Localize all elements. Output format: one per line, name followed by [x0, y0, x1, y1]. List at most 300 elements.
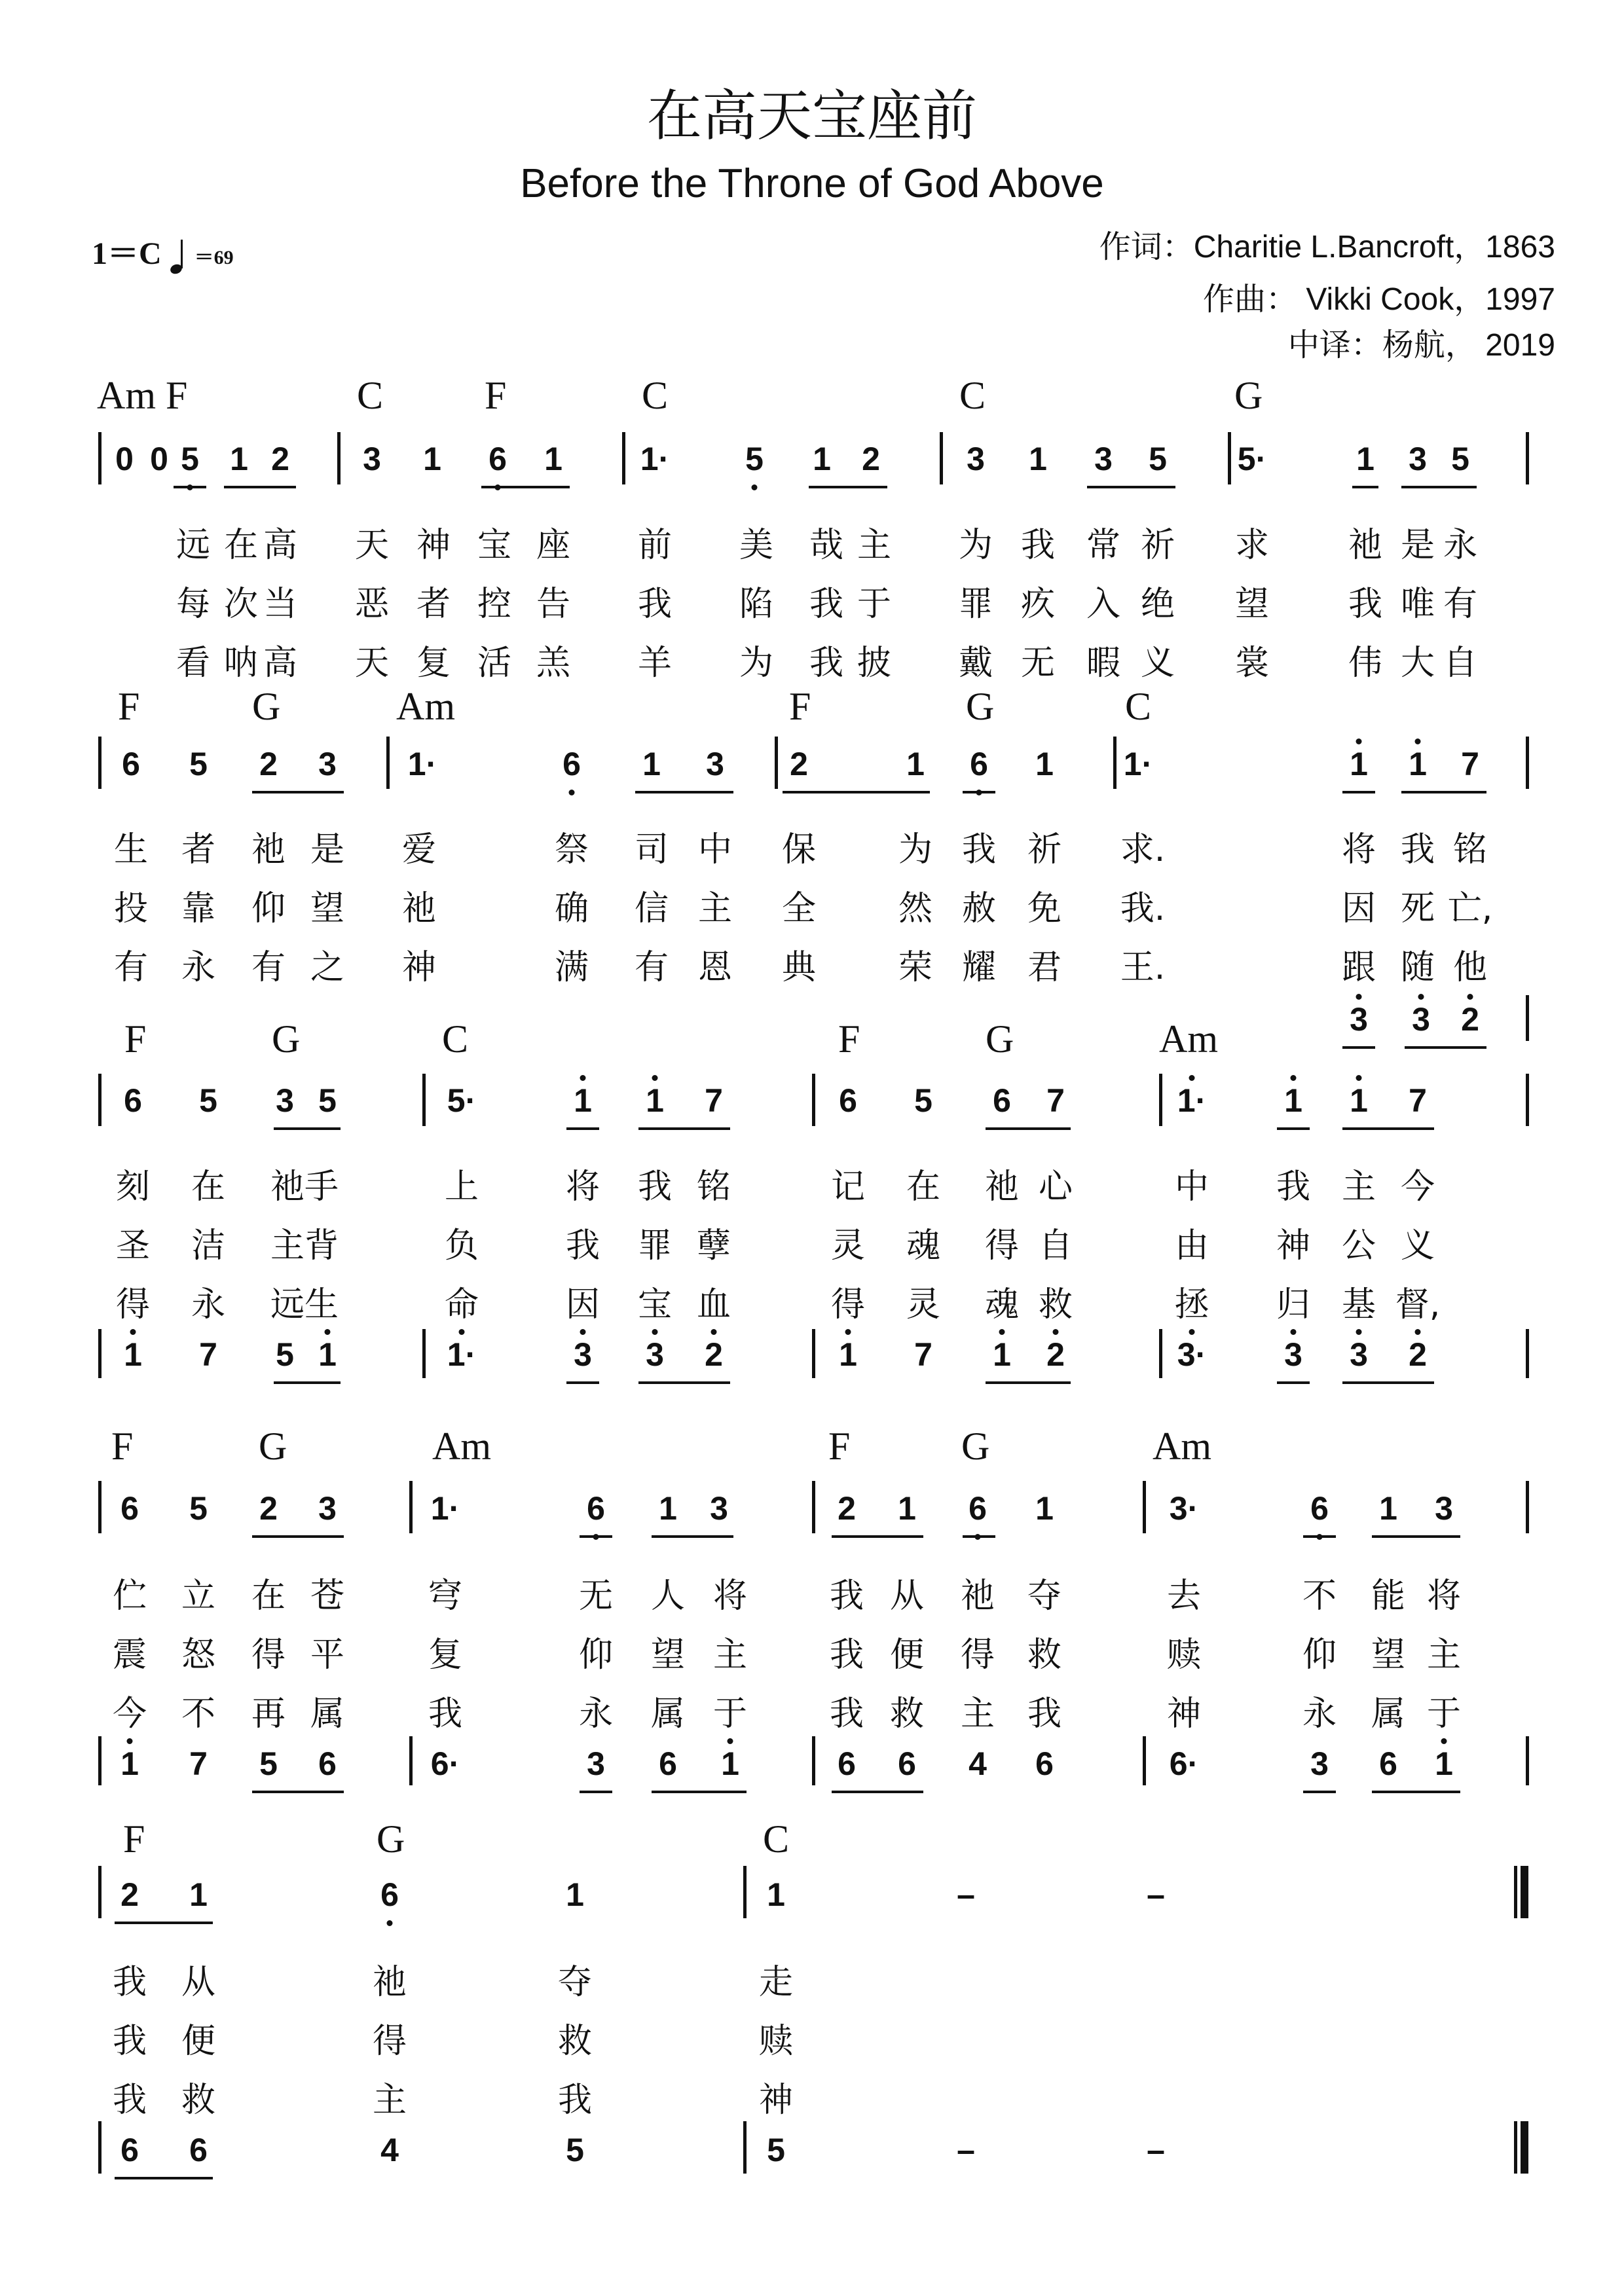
lyric-syllable: 望: [1234, 585, 1270, 624]
chord-symbol: F: [789, 685, 811, 728]
lyric-syllable: 震: [112, 1635, 147, 1675]
lyric-syllable: 救: [889, 1694, 925, 1734]
lyric-syllable: 属: [1371, 1694, 1406, 1734]
octave-dot-above: [1415, 738, 1421, 744]
lyric-syllable: 常: [1086, 526, 1121, 565]
lyric-syllable: 望: [650, 1635, 686, 1675]
tempo-marking: ＝69: [194, 247, 234, 268]
lyric-syllable: 洁: [191, 1226, 226, 1266]
beam-underline: [1303, 1791, 1336, 1793]
lyric-syllable: 无: [1020, 644, 1056, 683]
lyric-syllable: 灵: [906, 1285, 941, 1324]
lyric-syllable: 主背: [270, 1226, 339, 1266]
lyric-syllable: 者: [181, 830, 216, 869]
jianpu-note: –: [957, 1876, 975, 1913]
lyric-syllable: 告: [536, 585, 571, 624]
octave-dot-above: [1467, 994, 1473, 1000]
beam-underline: [566, 1127, 599, 1130]
lyric-syllable: 从: [181, 1963, 216, 2002]
lyric-syllable: 心: [1038, 1167, 1073, 1207]
lyric-syllable: 为: [739, 644, 774, 683]
lyric-syllable: 平: [310, 1635, 345, 1675]
chord-symbol: C: [763, 1817, 790, 1861]
lyric-syllable: 灵: [830, 1226, 866, 1266]
lyric-syllable: 自: [1443, 644, 1478, 683]
lyric-syllable: 我: [829, 1635, 864, 1675]
barline: [1143, 1481, 1146, 1533]
lyric-syllable: 将: [1426, 1576, 1462, 1616]
octave-dot-above: [1356, 1329, 1362, 1335]
jianpu-note: 6·: [1169, 1745, 1199, 1782]
lyric-syllable: 羔: [536, 644, 571, 683]
beam-underline: [1277, 1381, 1310, 1384]
lyric-syllable: 求: [1234, 526, 1270, 565]
lyric-syllable: 神: [758, 2081, 794, 2120]
jianpu-note: 1: [1409, 746, 1427, 782]
barline: [1143, 1736, 1146, 1785]
octave-dot-above: [580, 1075, 586, 1081]
lyric-syllable: 去: [1166, 1576, 1202, 1616]
octave-dot-above: [728, 1738, 733, 1744]
lyric-syllable: 信: [634, 889, 669, 928]
barline: [622, 432, 625, 484]
jianpu-note: 1: [1284, 1082, 1302, 1119]
beam-underline: [638, 1127, 730, 1130]
lyric-syllable: 哉: [809, 526, 844, 565]
lyric-syllable: 披: [857, 644, 892, 683]
jianpu-note: 6: [489, 441, 507, 477]
lyric-syllable: 主: [960, 1694, 995, 1734]
chord-symbol: G: [252, 685, 281, 728]
octave-dot-above: [130, 1329, 136, 1335]
lyric-syllable: 血: [696, 1285, 731, 1324]
jianpu-note: 5·: [447, 1082, 477, 1119]
lyric-syllable: 刻: [115, 1167, 151, 1207]
jianpu-note: 1: [642, 746, 661, 782]
lyric-syllable: 座: [536, 526, 571, 565]
lyric-syllable: 永: [181, 948, 216, 987]
jianpu-note: 6: [1035, 1745, 1054, 1782]
jianpu-note: 2: [120, 1876, 139, 1913]
jianpu-note: 7: [705, 1082, 723, 1119]
barline: [1526, 1074, 1529, 1126]
lyric-syllable: 赦: [961, 889, 997, 928]
chord-symbol: Am: [396, 685, 455, 728]
lyric-syllable: 救: [557, 2022, 593, 2061]
final-barline-thin: [1514, 1866, 1517, 1918]
jianpu-note: 1·: [447, 1336, 477, 1373]
lyric-syllable: 远生: [270, 1285, 339, 1324]
beam-underline: [224, 486, 296, 488]
jianpu-note: 7: [1461, 746, 1479, 782]
lyric-syllable: 魂: [984, 1285, 1020, 1324]
lyric-syllable: 宝: [477, 526, 512, 565]
lyric-syllable: 得: [251, 1635, 286, 1675]
lyric-syllable: 能: [1371, 1576, 1406, 1616]
lyricist-credit: 作词：Charitie L.Bancroft，1863: [1099, 230, 1555, 264]
lyric-syllable: 不: [1302, 1576, 1337, 1616]
lyric-syllable: 中: [697, 830, 733, 869]
jianpu-note: 6: [122, 746, 140, 782]
barline: [98, 1736, 101, 1785]
lyric-syllable: 疚: [1020, 585, 1056, 624]
jianpu-note: 4: [380, 2132, 399, 2168]
octave-dot-above: [1189, 1329, 1195, 1335]
lyric-syllable: 恶: [354, 585, 390, 624]
lyric-syllable: 我: [1348, 585, 1383, 624]
beam-underline: [638, 1381, 730, 1384]
jianpu-note: 1: [1029, 441, 1047, 477]
chord-symbol: F: [124, 1017, 147, 1061]
barline: [1526, 432, 1529, 484]
octave-dot-above: [1053, 1329, 1059, 1335]
chord-symbol: C: [442, 1017, 469, 1061]
barline: [1526, 1481, 1529, 1533]
lyric-syllable: 天: [354, 526, 390, 565]
lyric-syllable: 便: [181, 2022, 216, 2061]
lyric-syllable: 得: [830, 1285, 866, 1324]
lyric-syllable: 立: [181, 1576, 216, 1616]
jianpu-note: 2: [862, 441, 880, 477]
jianpu-note: 2: [790, 746, 808, 782]
lyric-syllable: 因: [565, 1285, 600, 1324]
jianpu-note: 3: [1094, 441, 1113, 477]
lyric-syllable: 有: [113, 948, 149, 987]
lyric-syllable: 无: [578, 1576, 614, 1616]
lyric-syllable: 祈: [1140, 526, 1175, 565]
jianpu-note: 1: [1356, 441, 1375, 477]
jianpu-note: 3: [967, 441, 985, 477]
jianpu-note: 5: [566, 2132, 584, 2168]
jianpu-note: 1: [423, 441, 441, 477]
lyric-syllable: 主: [1426, 1635, 1462, 1675]
lyric-syllable: 裳: [1234, 644, 1270, 683]
jianpu-note: 6: [380, 1876, 399, 1913]
lyric-syllable: 望: [310, 889, 345, 928]
jianpu-note: 6·: [430, 1745, 460, 1782]
lyric-syllable: 当: [263, 585, 298, 624]
barline: [409, 1481, 413, 1533]
lyric-syllable: 夺: [557, 1963, 593, 2002]
jianpu-note: 1: [120, 1745, 139, 1782]
jianpu-note: 1: [906, 746, 925, 782]
jianpu-note: 5: [745, 441, 764, 477]
jianpu-note: 6: [659, 1745, 677, 1782]
beam-underline: [1303, 1535, 1336, 1538]
lyric-syllable: 得: [115, 1285, 151, 1324]
jianpu-note: 2: [1409, 1336, 1427, 1373]
jianpu-note: 1·: [1177, 1082, 1207, 1119]
lyric-syllable: 永: [578, 1694, 614, 1734]
lyric-syllable: 者: [416, 585, 451, 624]
jianpu-note: 3: [706, 746, 724, 782]
barline: [98, 2121, 101, 2174]
octave-dot-above: [1356, 994, 1362, 1000]
lyric-syllable: 救: [181, 2081, 216, 2120]
jianpu-note: 2: [271, 441, 289, 477]
jianpu-note: 1: [1035, 1490, 1054, 1527]
beam-underline: [1372, 1535, 1460, 1538]
lyric-syllable: 有: [251, 948, 286, 987]
jianpu-note: 1: [646, 1082, 664, 1119]
chord-symbol: Am: [1153, 1425, 1211, 1468]
beam-underline: [481, 486, 570, 488]
beam-underline: [652, 1535, 733, 1538]
beam-underline: [783, 791, 930, 793]
jianpu-note: 6: [563, 746, 581, 782]
lyric-syllable: 羊: [637, 644, 673, 683]
jianpu-note: 1·: [1123, 746, 1153, 782]
jianpu-note: 6: [1379, 1745, 1397, 1782]
chord-symbol: Am F: [97, 374, 188, 417]
barline: [1228, 432, 1231, 484]
chord-symbol: Am: [432, 1425, 491, 1468]
chord-symbol: F: [485, 374, 507, 417]
beam-underline: [1401, 486, 1477, 488]
barline: [1159, 1074, 1162, 1126]
jianpu-note: 1: [124, 1336, 142, 1373]
lyric-syllable: 于: [1426, 1694, 1462, 1734]
lyric-syllable: 我: [1400, 830, 1435, 869]
lyric-syllable: 耀: [961, 948, 997, 987]
barline: [422, 1074, 426, 1126]
jianpu-note: 5: [318, 1082, 337, 1119]
lyric-syllable: 永: [191, 1285, 226, 1324]
lyric-syllable: 祂: [960, 1576, 995, 1616]
jianpu-note: 3: [1409, 441, 1427, 477]
jianpu-note: 4: [969, 1745, 987, 1782]
jianpu-note: 6: [898, 1745, 916, 1782]
lyric-syllable: 复: [416, 644, 451, 683]
beam-underline: [986, 1127, 1071, 1130]
beam-underline: [274, 1381, 341, 1384]
lyric-syllable: 王.: [1120, 948, 1166, 987]
beam-underline: [580, 1535, 612, 1538]
lyric-syllable: 负: [444, 1226, 479, 1266]
song-title: 在高天宝座前: [646, 84, 977, 148]
jianpu-note: 2: [259, 1490, 278, 1527]
octave-dot-above: [1189, 1075, 1195, 1081]
jianpu-note: 1: [1435, 1745, 1453, 1782]
lyric-syllable: 神: [1276, 1226, 1311, 1266]
barline: [386, 737, 390, 789]
jianpu-note: 5: [767, 2132, 785, 2168]
lyric-syllable: 我: [112, 1963, 147, 2002]
barline: [940, 432, 943, 484]
lyric-syllable: 人: [650, 1576, 686, 1616]
jianpu-note: 3: [1435, 1490, 1453, 1527]
lyric-syllable: 得: [372, 2022, 407, 2061]
jianpu-note: 3: [1284, 1336, 1302, 1373]
lyric-syllable: 祂手: [270, 1167, 339, 1207]
lyric-syllable: 仰: [251, 889, 286, 928]
lyric-syllable: 自: [1038, 1226, 1073, 1266]
jianpu-note: 5: [189, 1490, 208, 1527]
lyric-syllable: 义: [1140, 644, 1175, 683]
beam-underline: [1087, 486, 1175, 488]
beam-underline: [252, 791, 344, 793]
beam-underline: [1342, 1381, 1434, 1384]
jianpu-note: 1·: [430, 1490, 460, 1527]
lyric-syllable: 我: [637, 585, 673, 624]
beam-underline: [252, 1791, 344, 1793]
final-barline-thick: [1521, 1866, 1528, 1918]
beam-underline: [1401, 791, 1486, 793]
jianpu-note: 1: [189, 1876, 208, 1913]
lyric-syllable: 恩: [697, 948, 733, 987]
lyric-syllable: 跟: [1341, 948, 1376, 987]
jianpu-note: 3: [1350, 1001, 1368, 1038]
chord-symbol: C: [1125, 685, 1152, 728]
lyric-syllable: 拯: [1174, 1285, 1209, 1324]
lyric-syllable: 督,: [1395, 1285, 1441, 1324]
lyric-syllable: 确: [554, 889, 589, 928]
lyric-syllable: 孽: [696, 1226, 731, 1266]
chord-symbol: F: [838, 1017, 860, 1061]
lyric-syllable: 大: [1400, 644, 1435, 683]
octave-dot-above: [1356, 738, 1362, 744]
song-subtitle: Before the Throne of God Above: [520, 161, 1104, 206]
lyric-syllable: 今: [1400, 1167, 1435, 1207]
octave-dot-above: [580, 1329, 586, 1335]
barline: [98, 1866, 101, 1918]
lyric-syllable: 永: [1443, 526, 1478, 565]
jianpu-note: 2: [838, 1490, 856, 1527]
lyric-syllable: 望: [1371, 1635, 1406, 1675]
beam-underline: [174, 486, 206, 488]
beam-underline: [1342, 1046, 1375, 1049]
lyric-syllable: 祈: [1027, 830, 1062, 869]
lyric-syllable: 亡,: [1447, 889, 1493, 928]
jianpu-note: 6: [839, 1082, 857, 1119]
lyric-syllable: 戴: [958, 644, 993, 683]
lyric-syllable: 看: [175, 644, 211, 683]
jianpu-note: 5: [276, 1336, 294, 1373]
lyric-syllable: 神: [416, 526, 451, 565]
lyric-syllable: 祂: [372, 1963, 407, 2002]
lyric-syllable: 祂: [984, 1167, 1020, 1207]
beam-underline: [1342, 1127, 1434, 1130]
jianpu-note: 0: [150, 441, 168, 477]
lyric-syllable: 不: [181, 1694, 216, 1734]
lyric-syllable: 陷: [739, 585, 774, 624]
lyric-syllable: 他: [1452, 948, 1488, 987]
lyric-syllable: 永: [1302, 1694, 1337, 1734]
jianpu-note: 3: [1350, 1336, 1368, 1373]
lyric-syllable: 铭: [1452, 830, 1488, 869]
lyric-syllable: 生: [113, 830, 149, 869]
lyric-syllable: 我: [809, 644, 844, 683]
lyric-syllable: 圣: [115, 1226, 151, 1266]
barline: [422, 1329, 426, 1378]
barline: [1159, 1329, 1162, 1378]
jianpu-note: 1: [898, 1490, 916, 1527]
octave-dot-above: [652, 1329, 658, 1335]
barline: [1526, 995, 1529, 1041]
lyric-syllable: 投: [113, 889, 149, 928]
octave-dot-above: [999, 1329, 1005, 1335]
lyric-syllable: 我: [1027, 1694, 1062, 1734]
jianpu-note: 1: [767, 1876, 785, 1913]
jianpu-note: 5: [199, 1082, 217, 1119]
chord-symbol: G: [259, 1425, 287, 1468]
lyric-syllable: 魂: [906, 1226, 941, 1266]
jianpu-note: 3: [318, 1490, 337, 1527]
beam-underline: [1405, 1046, 1486, 1049]
lyric-syllable: 赎: [1166, 1635, 1202, 1675]
beam-underline: [115, 2177, 213, 2179]
chord-symbol: C: [642, 374, 669, 417]
lyric-syllable: 祭: [554, 830, 589, 869]
lyric-syllable: 我: [1276, 1167, 1311, 1207]
lyric-syllable: 我: [428, 1694, 463, 1734]
beam-underline: [832, 1535, 923, 1538]
jianpu-note: 2: [1046, 1336, 1065, 1373]
lyric-syllable: 将: [1341, 830, 1376, 869]
jianpu-note: 3: [1412, 1001, 1430, 1038]
lyric-syllable: 记: [830, 1167, 866, 1207]
barline: [98, 1329, 101, 1378]
jianpu-note: 3·: [1169, 1490, 1199, 1527]
jianpu-note: 6: [993, 1082, 1011, 1119]
final-barline-thick: [1521, 2121, 1528, 2174]
barline: [775, 737, 778, 789]
lyric-syllable: 我: [565, 1226, 600, 1266]
lyric-syllable: 主: [1341, 1167, 1376, 1207]
lyric-syllable: 怒: [181, 1635, 216, 1675]
octave-dot-above: [711, 1329, 717, 1335]
lyric-syllable: 我: [829, 1576, 864, 1616]
jianpu-note: 6: [318, 1745, 337, 1782]
lyric-syllable: 在: [906, 1167, 941, 1207]
octave-dot-below: [387, 1920, 393, 1926]
octave-dot-above: [652, 1075, 658, 1081]
jianpu-note: 3: [587, 1745, 605, 1782]
lyric-syllable: 有: [634, 948, 669, 987]
jianpu-note: 3: [710, 1490, 728, 1527]
lyric-syllable: 然: [898, 889, 933, 928]
jianpu-note: 5·: [1237, 441, 1267, 477]
lyric-syllable: 祂: [401, 889, 437, 928]
beam-underline: [652, 1791, 747, 1793]
lyric-syllable: 爱: [401, 830, 437, 869]
lyric-syllable: 罪: [958, 585, 993, 624]
lyric-syllable: 随: [1400, 948, 1435, 987]
jianpu-note: 1: [1350, 1082, 1368, 1119]
jianpu-note: 1: [574, 1082, 592, 1119]
jianpu-note: 6: [838, 1745, 856, 1782]
lyric-syllable: 将: [712, 1576, 748, 1616]
barline: [337, 432, 341, 484]
jianpu-note: 2: [259, 746, 278, 782]
lyric-syllable: 得: [984, 1226, 1020, 1266]
octave-dot-above: [1415, 1329, 1421, 1335]
lyric-syllable: 复: [428, 1635, 463, 1675]
lyric-syllable: 归: [1276, 1285, 1311, 1324]
lyric-syllable: 司: [634, 830, 669, 869]
beam-underline: [252, 1535, 344, 1538]
octave-dot-above: [1291, 1075, 1297, 1081]
jianpu-note: 6: [120, 2132, 139, 2168]
lyric-syllable: 荣: [898, 948, 933, 987]
lyric-syllable: 今: [112, 1694, 147, 1734]
lyric-syllable: 属: [650, 1694, 686, 1734]
lyric-syllable: 公: [1341, 1226, 1376, 1266]
beam-underline: [832, 1791, 923, 1793]
lyric-syllable: 主: [857, 526, 892, 565]
beam-underline: [963, 1535, 995, 1538]
jianpu-note: 5: [181, 441, 199, 477]
